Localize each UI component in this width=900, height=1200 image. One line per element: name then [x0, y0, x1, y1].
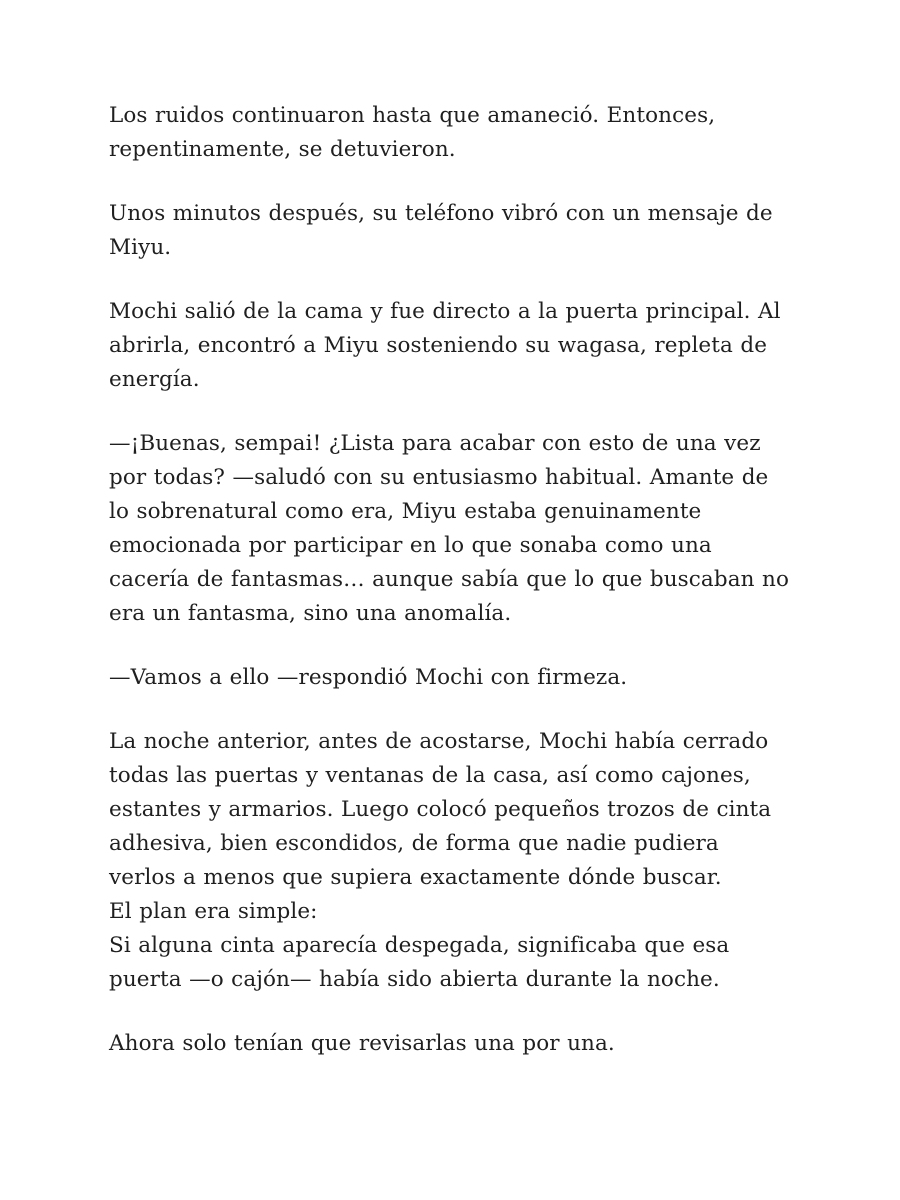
- text-line: puerta —o cajón— había sido abierta durante la noche.: [109, 967, 720, 992]
- text-line: Ahora solo tenían que revisarlas una por una.: [109, 1031, 615, 1056]
- paragraph-1: [109, 99, 809, 167]
- text-line: adhesiva, bien escondidos, de forma que nadie pudiera: [109, 831, 719, 856]
- text-line: verlos a menos que supiera exactamente dónde buscar.: [109, 865, 722, 890]
- text-line: Mochi salió de la cama y fue directo a la puerta principal. Al: [109, 299, 781, 324]
- text-line: lo sobrenatural como era, Miyu estaba genuinamente: [109, 499, 702, 524]
- text-line: Unos minutos después, su teléfono vibró con un mensaje de: [109, 201, 773, 226]
- text-line: era un fantasma, sino una anomalía.: [109, 601, 512, 626]
- paragraph-6: [109, 725, 809, 997]
- text-line: por todas? —saludó con su entusiasmo habitual. Amante de: [109, 465, 769, 490]
- text-line: emocionada por participar en lo que sonaba como una: [109, 533, 712, 558]
- text-line: Si alguna cinta aparecía despegada, significaba que esa: [109, 933, 730, 958]
- text-line: abrirla, encontró a Miyu sosteniendo su wagasa, repleta de: [109, 333, 768, 358]
- paragraph-2: [109, 197, 809, 265]
- text-line: repentinamente, se detuvieron.: [109, 137, 456, 162]
- text-line: El plan era simple:: [109, 899, 318, 924]
- paragraph-3: [109, 295, 809, 397]
- text-line: estantes y armarios. Luego colocó pequeños trozos de cinta: [109, 797, 772, 822]
- document-page: [109, 99, 809, 1091]
- text-line: —Vamos a ello —respondió Mochi con firmeza.: [109, 665, 628, 690]
- paragraph-7: [109, 1027, 809, 1061]
- text-line: La noche anterior, antes de acostarse, Mochi había cerrado: [109, 729, 769, 754]
- text-line: cacería de fantasmas… aunque sabía que lo que buscaban no: [109, 567, 790, 592]
- text-line: Miyu.: [109, 235, 172, 260]
- text-line: todas las puertas y ventanas de la casa, así como cajones,: [109, 763, 751, 788]
- paragraph-4: [109, 427, 809, 631]
- text-line: Los ruidos continuaron hasta que amaneció. Entonces,: [109, 103, 716, 128]
- text-line: energía.: [109, 367, 200, 392]
- paragraph-5: [109, 661, 809, 695]
- text-line: —¡Buenas, sempai! ¿Lista para acabar con esto de una vez: [109, 431, 761, 456]
